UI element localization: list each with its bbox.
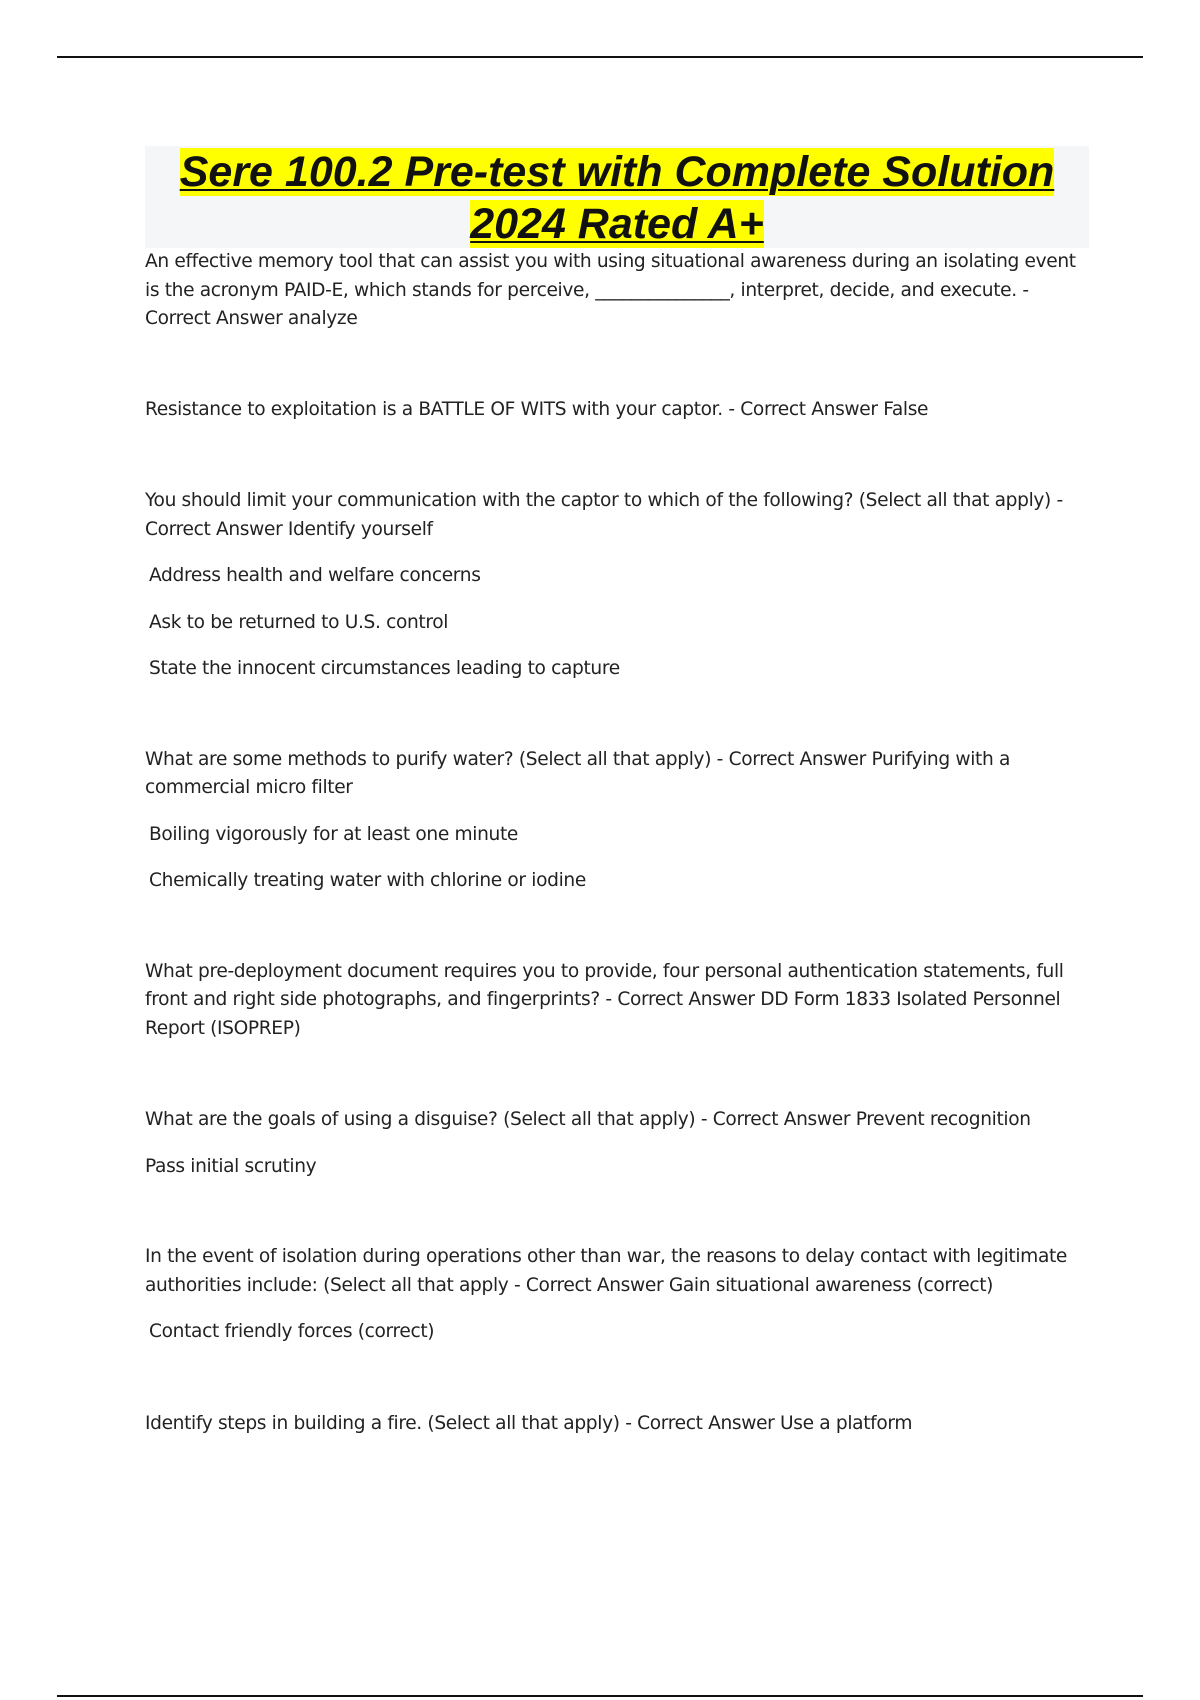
question-text: You should limit your communication with the captor to which of the following? (Select all that apply) - Correct Answer Identify yourself — [145, 490, 1063, 540]
question-text: What are some methods to purify water? (Select all that apply) - Correct Answer Purifying with a commercial micro filter — [145, 748, 1011, 798]
answer-option: Address health and welfare concerns — [149, 565, 481, 586]
question-text: In the event of isolation during operations other than war, the reasons to delay contact with legitimate authorities include: (Select all that apply - Correct Answer Gain situational awareness (correct) — [145, 1246, 1068, 1296]
answer-option: Boiling vigorously for at least one minute — [149, 823, 518, 845]
bottom-divider — [57, 1695, 1143, 1697]
answer-option: Ask to be returned to U.S. control — [149, 611, 449, 633]
question-block — [145, 248, 1085, 334]
answer-option: State the innocent circumstances leading to capture — [149, 658, 620, 679]
question-text: What pre-deployment document requires you to provide, four personal authentication statements, full front and right side photographs, and fingerprints? - Correct Answer DD Form 1833 Isolated Personnel Report (ISOPREP) — [145, 960, 1064, 1039]
answer-option: Chemically treating water with chlorine or iodine — [149, 870, 586, 891]
question-block — [145, 396, 1085, 425]
question-text: An effective memory tool that can assist you with using situational awareness during an isolating event is the acronym PAID-E, which stands for perceive, _______________, interpret, decide, and execute. - Correct Answer analyze — [145, 251, 1076, 329]
title-line-1: Sere 100.2 Pre-test with Complete Solution — [179, 148, 1055, 196]
answer-option: Contact friendly forces (correct) — [149, 1321, 435, 1342]
question-block — [145, 746, 1085, 896]
question-block — [145, 1410, 1085, 1439]
question-text: What are the goals of using a disguise? (Select all that apply) - Correct Answer Prevent recognition — [145, 1109, 1031, 1130]
top-divider — [57, 56, 1143, 58]
title-line-2: 2024 Rated A+ — [470, 200, 764, 248]
question-block — [145, 1243, 1085, 1347]
question-block — [145, 958, 1085, 1044]
question-text: Identify steps in building a fire. (Select all that apply) - Correct Answer Use a platform — [145, 1412, 913, 1434]
document-body — [145, 248, 1085, 1438]
document-title — [145, 146, 1089, 248]
question-block — [145, 1106, 1085, 1181]
question-block — [145, 487, 1085, 684]
answer-option: Pass initial scrutiny — [145, 1155, 317, 1177]
question-text: Resistance to exploitation is a BATTLE OF WITS with your captor. - Correct Answer False — [145, 398, 929, 420]
